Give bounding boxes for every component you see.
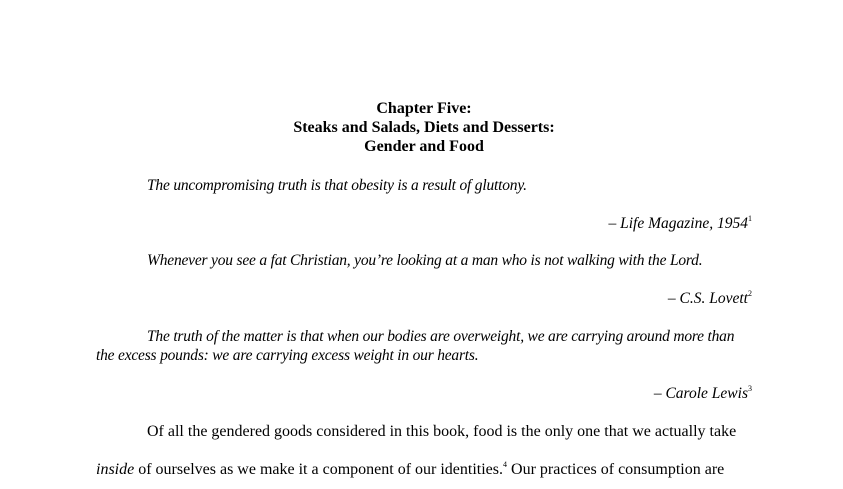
body-text-run: Of all the gendered goods considered in this book, food is the only one that we actually take: [147, 423, 737, 440]
footnote-ref[interactable]: 3: [748, 384, 752, 393]
body-text-run: Our practices of consumption are: [507, 461, 725, 478]
chapter-title: Steaks and Salads, Diets and Desserts:: [293, 119, 555, 136]
epigraph-3: The truth of the matter is that when our bodies are overweight, we are carrying around more than the excess pounds: we are carrying excess weight in our hearts.: [96, 328, 735, 364]
attribution-text: – C.S. Lovett: [667, 290, 748, 307]
body-paragraph: [96, 413, 752, 489]
epigraph-2-attribution: [96, 289, 752, 308]
epigraph-1: The uncompromising truth is that obesity is a result of gluttony.: [147, 177, 527, 194]
footnote-ref[interactable]: 1: [748, 214, 752, 223]
attribution-text: – Life Magazine, 1954: [608, 215, 748, 232]
epigraph-3-attribution: [96, 384, 752, 403]
epigraph-1-attribution: [96, 214, 752, 233]
chapter-number: Chapter Five:: [376, 100, 472, 117]
body-emphasis: inside: [96, 461, 135, 478]
footnote-ref[interactable]: 2: [748, 289, 752, 298]
body-text-run: of ourselves as we make it a component of our identities.: [134, 461, 504, 478]
chapter-subtitle: Gender and Food: [364, 138, 484, 155]
epigraph-2: Whenever you see a fat Christian, you’re looking at a man who is not walking with the Lord.: [147, 252, 703, 269]
attribution-text: – Carole Lewis: [653, 385, 748, 402]
footnote-ref[interactable]: 4: [503, 460, 508, 469]
